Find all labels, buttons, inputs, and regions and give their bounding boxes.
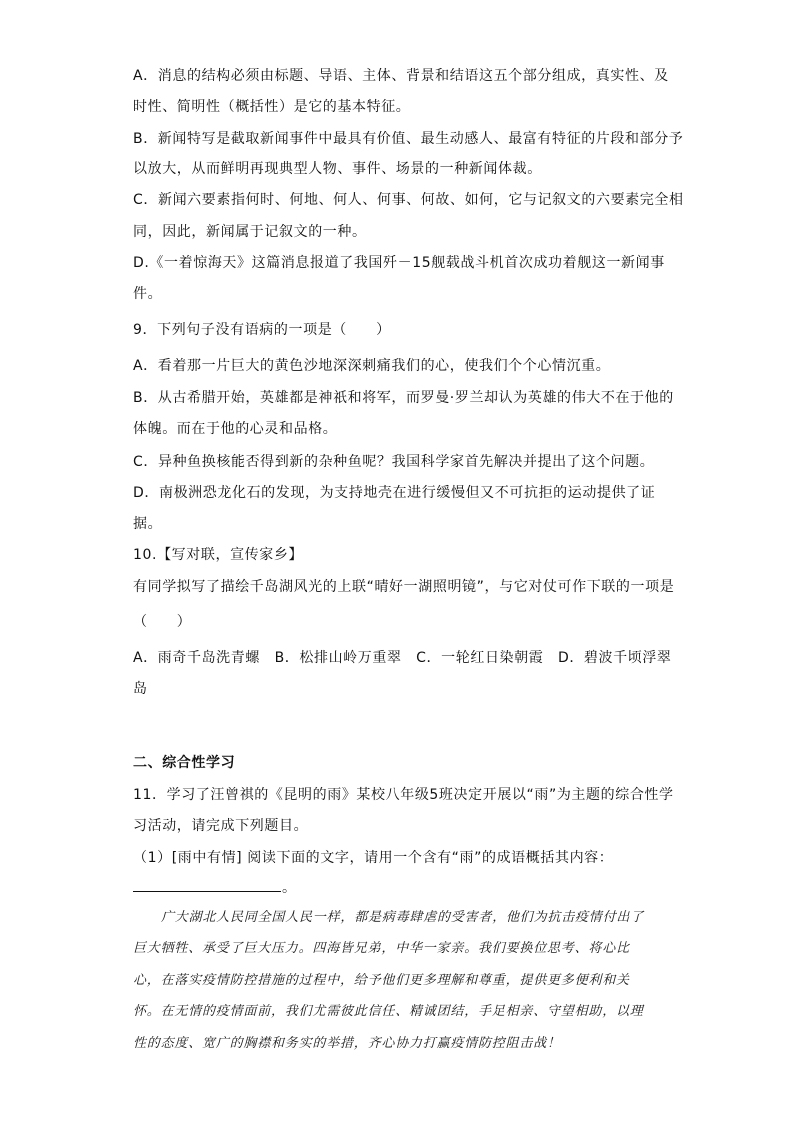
q9-option-d-line1: D．南极洲恐龙化石的发现，为支持地壳在进行缓慢但又不可抗拒的运动提供了证: [133, 485, 656, 501]
q8-option-c-line1: C．新闻六要素指何时、何地、何人、何事、何故、如何，它与记叙文的六要素完全相: [133, 192, 684, 208]
passage-line: 巨大牺牲、承受了巨大压力。四海皆兄弟，中华一家亲。我们要换位思考、将心比: [133, 941, 630, 956]
q11-sub-question-1: （1）[雨中有情] 阅读下面的文字，请用一个含有“雨”的成语概括其内容：: [133, 850, 614, 866]
q11-stem-line2: 习活动，请完成下列题目。: [133, 818, 309, 834]
q10-answer-paren: （ ）: [133, 614, 192, 630]
q8-option-d-line2: 件。: [133, 286, 163, 302]
q9-option-b-line1: B．从古希腊开始，英雄都是神祇和将军，而罗曼·罗兰却认为英雄的伟大不在于他的: [133, 390, 674, 406]
q10-options-line1: A．雨奇千岛洗青螺 B．松排山岭万重翠 C．一轮红日染朝霞 D．碧波千顷浮翠: [133, 650, 672, 666]
q10-stem: 有同学拟写了描绘千岛湖风光的上联“晴好一湖照明镜”，与它对仗可作下联的一项是: [133, 579, 675, 595]
q9-option-d-line2: 据。: [133, 516, 163, 532]
answer-end-mark: 。: [282, 880, 297, 896]
passage-line: 怀。在无情的疫情面前，我们尤需彼此信任、精诚团结，手足相亲、守望相助，以理: [133, 1004, 644, 1019]
q9-option-b-line2: 体魄。而在于他的心灵和品格。: [133, 421, 338, 437]
answer-blank[interactable]: [133, 879, 281, 892]
q11-stem-line1: 11．学习了汪曾祺的《昆明的雨》某校八年级5班决定开展以“雨”为主题的综合性学: [133, 787, 674, 803]
passage-line: 性的态度、宽广的胸襟和务实的举措，齐心协力打赢疫情防控阻击战！: [133, 1036, 561, 1051]
passage-line: 心，在落实疫情防控措施的过程中，给予他们更多理解和尊重，提供更多便利和关: [133, 973, 630, 988]
section-heading: 二、综合性学习: [133, 755, 236, 771]
q10-options-line2: 岛: [133, 681, 148, 697]
q8-option-b-line2: 以放大，从而鲜明再现典型人物、事件、场景的一种新闻体裁。: [133, 161, 542, 177]
passage-line: 广大湖北人民同全国人民一样，都是病毒肆虐的受害者，他们为抗击疫情付出了: [161, 910, 645, 925]
q8-option-b-line1: B．新闻特写是截取新闻事件中最具有价值、最生动感人、最富有特征的片段和部分予: [133, 131, 684, 147]
q9-option-c: C．异种鱼换核能否得到新的杂种鱼呢？我国科学家首先解决并提出了这个问题。: [133, 454, 655, 470]
q8-option-d-line1: D.《一着惊海天》这篇消息报道了我国歼－15舰载战斗机首次成功着舰这一新闻事: [133, 255, 665, 271]
q8-option-c-line2: 同，因此，新闻属于记叙文的一种。: [133, 224, 367, 240]
q10-title: 10.【写对联，宣传家乡】: [133, 547, 304, 563]
q9-option-a: A．看着那一片巨大的黄色沙地深深刺痛我们的心，使我们个个心情沉重。: [133, 358, 611, 374]
q11-answer-line: [133, 878, 297, 898]
q9-stem: 9．下列句子没有语病的一项是（ ）: [133, 322, 391, 338]
q8-option-a-line1: A．消息的结构必须由标题、导语、主体、背景和结语这五个部分组成，真实性、及: [133, 68, 669, 84]
q8-option-a-line2: 时性、简明性（概括性）是它的基本特征。: [133, 99, 411, 115]
